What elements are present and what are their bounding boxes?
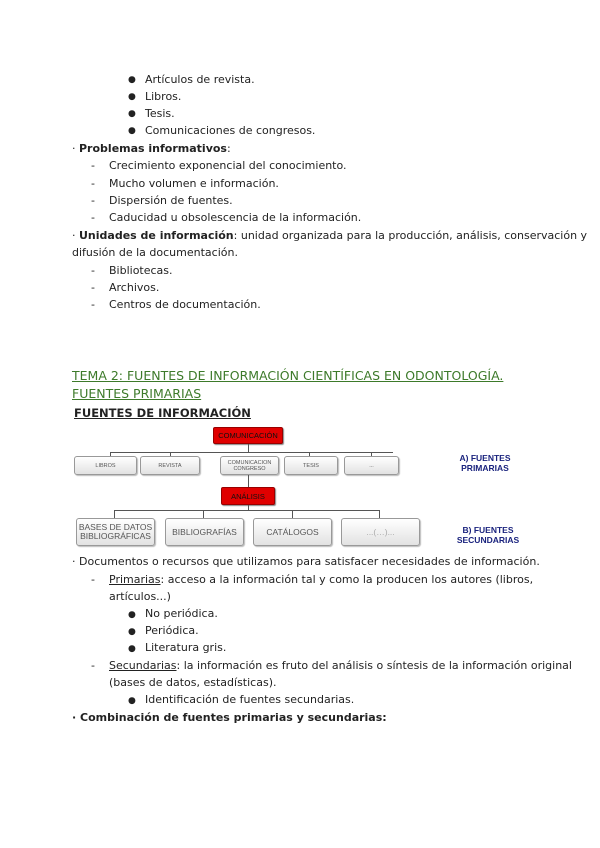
secundarias-line	[109, 659, 572, 673]
list-item: Bibliotecas.	[109, 264, 173, 277]
dash-icon: -	[91, 298, 95, 311]
list-item: Centros de documentación.	[109, 298, 261, 311]
tema-heading-line1: TEMA 2: FUENTES DE INFORMACIÓN CIENTÍFICAS EN ODONTOLOGÍA.	[72, 368, 504, 383]
comunicacion-box: COMUNICACIÓN	[213, 427, 283, 444]
bullet-icon: ●	[128, 644, 136, 654]
label-fuentes-primarias	[448, 453, 522, 473]
secundarias-text: : la información es fruto del análisis o síntesis de la información original	[176, 659, 572, 672]
list-item: Mucho volumen e información.	[109, 177, 279, 190]
list-item: No periódica.	[145, 607, 218, 620]
list-item: Comunicaciones de congresos.	[145, 124, 316, 137]
label-line: PRIMARIAS	[461, 463, 509, 473]
colon: :	[226, 142, 231, 155]
list-item: Archivos.	[109, 281, 160, 294]
problemas-heading	[72, 142, 231, 156]
primary-box-more: ...	[344, 456, 399, 475]
list-item: Artículos de revista.	[145, 73, 255, 86]
label-line: SECUNDARIAS	[456, 535, 520, 545]
dash-icon: -	[91, 264, 95, 277]
list-item: Identificación de fuentes secundarias.	[145, 693, 355, 706]
list-item: Literatura gris.	[145, 641, 227, 654]
bullet-dot: ·	[72, 142, 76, 155]
label-line: B) FUENTES	[462, 525, 514, 535]
analisis-box: ANÁLISIS	[221, 487, 275, 505]
list-item: Periódica.	[145, 624, 199, 637]
connector	[248, 475, 249, 487]
bullet-icon: ●	[128, 75, 136, 85]
bullet-dot: ·	[72, 229, 76, 242]
documentos-intro: · Documentos o recursos que utilizamos para satisfacer necesidades de información.	[72, 555, 540, 568]
connector	[110, 452, 393, 453]
secundarias-label: Secundarias	[109, 659, 177, 672]
unidades-paragraph	[72, 229, 587, 243]
secondary-box-catalogos: CATÁLOGOS	[253, 518, 332, 546]
primary-box-revista: REVISTA	[140, 456, 200, 475]
bullet-icon: ●	[128, 92, 136, 102]
connector	[292, 510, 293, 518]
bullet-icon: ●	[128, 610, 136, 620]
dash-icon: -	[91, 194, 95, 207]
fuentes-subheading: FUENTES DE INFORMACIÓN	[74, 406, 251, 420]
label-fuentes-secundarias	[448, 525, 528, 545]
dash-icon: -	[91, 281, 95, 294]
list-item: Caducidad u obsolescencia de la información.	[109, 211, 362, 224]
dash-icon: -	[91, 211, 95, 224]
primary-box-tesis: TESIS	[284, 456, 338, 475]
combinacion-heading: · Combinación de fuentes primarias y secundarias:	[72, 711, 387, 724]
list-item: Libros.	[145, 90, 182, 103]
dash-icon: -	[91, 573, 95, 586]
primary-box-libros: LIBROS	[74, 456, 137, 475]
list-item: Crecimiento exponencial del conocimiento.	[109, 159, 347, 172]
primarias-line	[109, 573, 533, 587]
dash-icon: -	[91, 659, 95, 672]
problemas-title: Problemas informativos	[79, 142, 227, 155]
label-line: A) FUENTES	[459, 453, 511, 463]
bullet-icon: ●	[128, 109, 136, 119]
primary-box-comunicacion-congreso: COMUNICACION CONGRESO	[220, 456, 279, 475]
bullet-icon: ●	[128, 126, 136, 136]
tema-heading-line2: FUENTES PRIMARIAS	[72, 386, 202, 401]
list-item: Tesis.	[145, 107, 175, 120]
primarias-label: Primarias	[109, 573, 161, 586]
secondary-box-bases-datos: BASES DE DATOS BIBLIOGRÁFICAS	[76, 518, 155, 546]
unidades-title: Unidades de información	[79, 229, 234, 242]
primarias-text-cont: artículos...)	[109, 590, 171, 603]
connector	[114, 510, 380, 511]
primarias-text: : acceso a la información tal y como la producen los autores (libros,	[160, 573, 534, 586]
unidades-text: : unidad organizada para la producción, análisis, conservación y	[233, 229, 588, 242]
connector	[114, 510, 115, 518]
unidades-text-cont: difusión de la documentación.	[72, 246, 238, 259]
secondary-box-more: ...(…)...	[341, 518, 420, 546]
dash-icon: -	[91, 177, 95, 190]
bullet-icon: ●	[128, 627, 136, 637]
secundarias-text-cont: (bases de datos, estadísticas).	[109, 676, 277, 689]
bullet-icon: ●	[128, 696, 136, 706]
list-item: Dispersión de fuentes.	[109, 194, 233, 207]
connector	[379, 510, 380, 518]
connector	[203, 510, 204, 518]
dash-icon: -	[91, 159, 95, 172]
secondary-box-bibliografias: BIBLIOGRAFÍAS	[165, 518, 244, 546]
